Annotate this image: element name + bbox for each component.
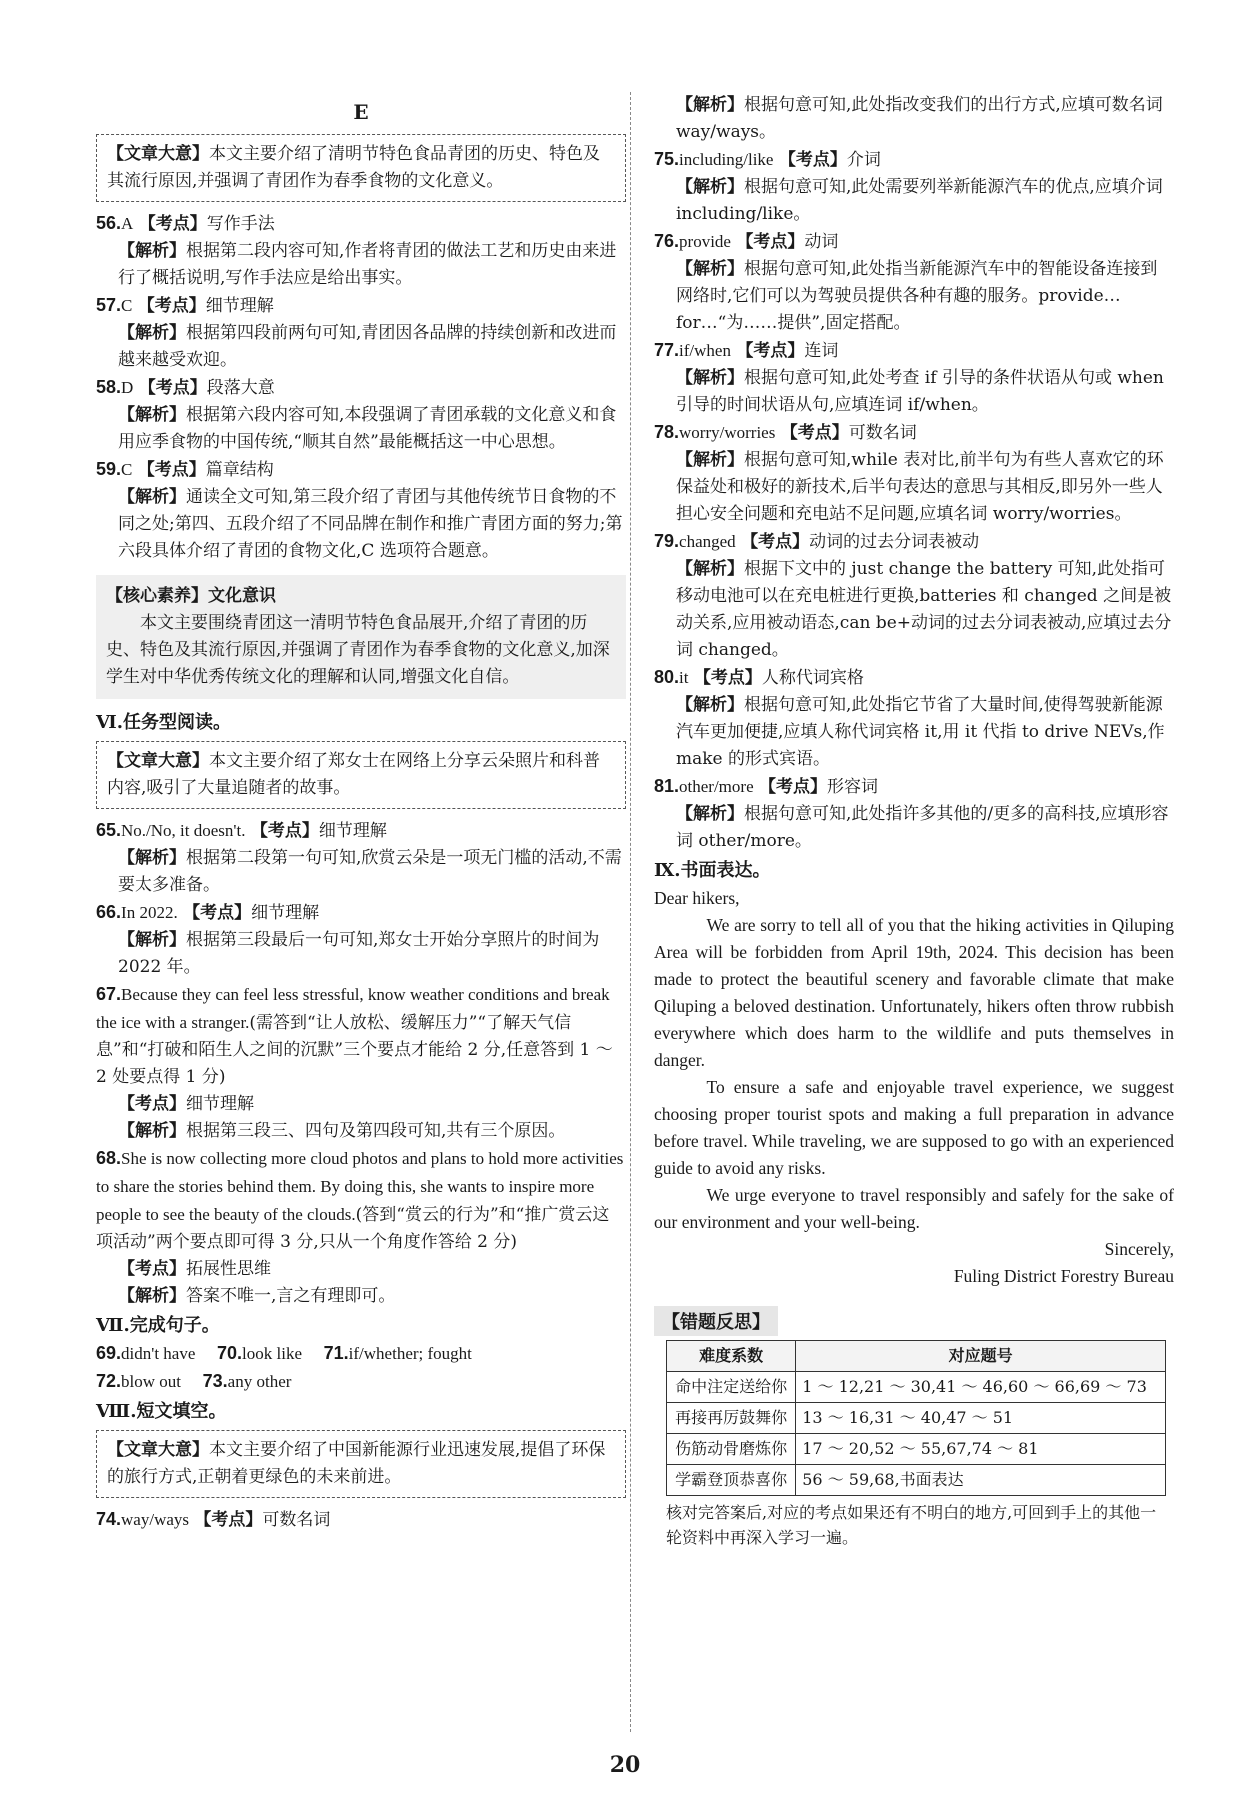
kaodian-text: 动词 [804, 232, 839, 252]
answer-value: any other [227, 1372, 292, 1391]
answer-value: it [679, 668, 689, 687]
jiexi-text: 根据句意可知,此处指它节省了大量时间,使得驾驶新能源汽车更加便捷,应填人称代词宾格 it,用 it 代指 to drive NEVs,作 make 的形式宾语。 [676, 695, 1165, 769]
answer-value: C [121, 296, 133, 315]
kaodian-text: 拓展性思维 [186, 1259, 271, 1279]
answer-value: look like [242, 1344, 303, 1363]
kaodian-text: 动词的过去分词表被动 [809, 532, 980, 552]
jiexi-tag: 【解析】 [118, 241, 186, 261]
answer-value: C [121, 460, 133, 479]
review-items: 56 ～ 59,68,书面表达 [796, 1465, 1166, 1496]
question-number: 77. [654, 340, 680, 360]
answer-80 [654, 664, 1174, 773]
answer-74 [96, 1506, 626, 1534]
kaodian-text: 可数名词 [848, 423, 917, 443]
question-number: 57. [96, 295, 122, 315]
answer-value: didn't have [121, 1344, 196, 1363]
answer-value: worry/worries [679, 423, 776, 442]
answer-value: Because they can feel less stressful, know weather conditions and break the ice with a stranger. [96, 985, 610, 1032]
jiexi-text: 根据句意可知,此处指改变我们的出行方式,应填可数名词 way/ways。 [676, 95, 1163, 142]
jiexi-text: 根据句意可知,while 表对比,前半句为有些人喜欢它的环保益处和极好的新技术,后半句表达的意思与其相反,即另外一些人担心安全问题和充电站不足问题,应填名词 worry/worries。 [676, 450, 1164, 524]
kaodian-text: 形容词 [827, 777, 879, 797]
kaodian-text: 介词 [846, 150, 881, 170]
jiexi-tag: 【解析】 [676, 804, 744, 824]
core-title: 文化意识 [208, 586, 276, 606]
summary-text: 本文主要介绍了中国新能源行业迅速发展,提倡了环保的旅行方式,正朝着更绿色的未来前进。 [107, 1440, 606, 1487]
question-number: 67. [96, 984, 122, 1004]
answer-57 [96, 292, 626, 374]
answer-value: way/ways [121, 1510, 190, 1529]
review-header-row [667, 1341, 1166, 1372]
review-level: 学霸登顶恭喜你 [667, 1465, 796, 1496]
review-level: 命中注定送给你 [667, 1372, 796, 1403]
jiexi-text: 根据第二段第一句可知,欣赏云朵是一项无门槛的活动,不需要太多准备。 [118, 848, 622, 895]
answer-68 [96, 1145, 626, 1310]
review-header-level: 难度系数 [667, 1341, 796, 1372]
answer-value: if/whether; fought [348, 1344, 472, 1363]
kaodian-text: 人称代词宾格 [761, 668, 864, 688]
summary-text: 本文主要介绍了郑女士在网络上分享云朵照片和科普内容,吸引了大量追随者的故事。 [107, 751, 600, 798]
kaodian-tag: 【考点】 [118, 1094, 186, 1114]
kaodian-text: 写作手法 [206, 214, 275, 234]
answer-76 [654, 228, 1174, 337]
jiexi-tag: 【解析】 [118, 930, 186, 950]
letter-paragraph-3: We urge everyone to travel responsibly and safely for the sake of our environment and your well-being. [654, 1185, 1174, 1232]
kaodian-tag: 【考点】 [118, 1259, 186, 1279]
kaodian-text: 细节理解 [318, 821, 387, 841]
kaodian-tag: 【考点】 [736, 232, 805, 252]
question-number: 78. [654, 422, 680, 442]
kaodian-text: 细节理解 [186, 1094, 254, 1114]
section-9-title: Ⅸ.书面表达。 [654, 860, 771, 881]
e-summary-box [96, 134, 626, 202]
answer-79 [654, 528, 1174, 664]
answer-value: She is now collecting more cloud photos and plans to hold more activities to share the stories behind them. By doing this, she wants to inspire more people to see the beauty of the clouds. [96, 1149, 624, 1224]
review-items: 1 ～ 12,21 ～ 30,41 ～ 46,60 ～ 66,69 ～ 73 [796, 1372, 1166, 1403]
review-level: 伤筋动骨磨炼你 [667, 1434, 796, 1465]
jiexi-text: 通读全文可知,第三段介绍了青团与其他传统节日食物的不同之处;第四、五段介绍了不同品牌在制作和推广青团方面的努力;第六段具体介绍了青团的食物文化,C 选项符合题意。 [118, 487, 623, 561]
s8-summary-box [96, 1430, 626, 1498]
summary-tag: 【文章大意】 [107, 1440, 209, 1460]
jiexi-text: 根据第六段内容可知,本段强调了青团承载的文化意义和食用应季食物的中国传统,“顺其自然”最能概括这一中心思想。 [118, 405, 617, 452]
jiexi-tag: 【解析】 [676, 95, 744, 115]
letter-salutation: Dear hikers, [654, 888, 740, 908]
jiexi-tag: 【解析】 [118, 323, 186, 343]
letter-paragraph-2: To ensure a safe and enjoyable travel experience, we suggest choosing proper tourist spots and making a full preparation in advance before travel. While traveling, we are supposed to go with an experienced guide to avoid any risks. [654, 1077, 1174, 1178]
core-tag: 【核心素养】 [106, 586, 208, 606]
answer-56 [96, 210, 626, 292]
table-row [667, 1434, 1166, 1465]
jiexi-tag: 【解析】 [676, 368, 744, 388]
answer-58 [96, 374, 626, 456]
summary-tag: 【文章大意】 [107, 144, 209, 164]
kaodian-tag: 【考点】 [137, 460, 206, 480]
section-6-title: Ⅵ.任务型阅读。 [96, 712, 231, 733]
review-items: 13 ～ 16,31 ～ 40,47 ～ 51 [796, 1403, 1166, 1434]
jiexi-tag: 【解析】 [118, 487, 186, 507]
answer-value: changed [679, 532, 736, 551]
question-number: 72. [96, 1371, 122, 1391]
answer-67 [96, 981, 626, 1145]
answer-value: blow out [121, 1372, 182, 1391]
question-number: 65. [96, 820, 122, 840]
kaodian-tag: 【考点】 [194, 1510, 263, 1530]
jiexi-tag: 【解析】 [118, 1286, 186, 1306]
model-essay [654, 885, 1174, 1290]
kaodian-text: 细节理解 [251, 903, 320, 923]
jiexi-tag: 【解析】 [118, 848, 186, 868]
answer-81 [654, 773, 1174, 855]
letter-closing: Sincerely, [1104, 1239, 1174, 1259]
question-number: 56. [96, 213, 122, 233]
jiexi-text: 答案不唯一,言之有理即可。 [186, 1286, 396, 1306]
jiexi-tag: 【解析】 [676, 259, 744, 279]
jiexi-text: 根据第三段三、四句及第四段可知,共有三个原因。 [186, 1121, 566, 1141]
letter-signature: Fuling District Forestry Bureau [953, 1266, 1174, 1286]
jiexi-text: 根据句意可知,此处指许多其他的/更多的高科技,应填形容词 other/more。 [676, 804, 1169, 851]
jiexi-text: 根据第三段最后一句可知,郑女士开始分享照片的时间为 2022 年。 [118, 930, 600, 977]
kaodian-text: 段落大意 [206, 378, 275, 398]
table-row [667, 1465, 1166, 1496]
section-8-title: Ⅷ.短文填空。 [96, 1401, 227, 1422]
kaodian-text: 可数名词 [262, 1510, 331, 1530]
question-number: 75. [654, 149, 680, 169]
kaodian-tag: 【考点】 [183, 903, 252, 923]
kaodian-tag: 【考点】 [138, 378, 207, 398]
review-title: 【错题反思】 [654, 1306, 778, 1336]
jiexi-text: 根据下文中的 just change the battery 可知,此处指可移动电池可以在充电桩进行更换,batteries 和 changed 之间是被动关系,应用被动语态,can be+动词的过去分词表被动,应填过去分词 changed。 [676, 559, 1172, 660]
question-number: 71. [323, 1343, 349, 1363]
answer-value: provide [679, 232, 731, 251]
answer-value: if/when [679, 341, 731, 360]
summary-text: 本文主要介绍了清明节特色食品青团的历史、特色及其流行原因,并强调了青团作为春季食物的文化意义。 [107, 144, 600, 191]
review-header-items: 对应题号 [796, 1341, 1166, 1372]
scoring-note: (答到“赏云的行为”和“推广赏云这项活动”两个要点即可得 3 分,只从一个角度作答给 2 分) [96, 1205, 610, 1252]
core-literacy-box [96, 575, 626, 699]
jiexi-text: 根据句意可知,此处指当新能源汽车中的智能设备连接到网络时,它们可以为驾驶员提供各种有趣的服务。provide… for…“为……提供”,固定搭配。 [676, 259, 1158, 333]
column-divider [630, 92, 631, 1732]
kaodian-tag: 【考点】 [693, 668, 762, 688]
answer-78 [654, 419, 1174, 528]
kaodian-tag: 【考点】 [138, 214, 207, 234]
jiexi-text: 根据第二段内容可知,作者将青团的做法工艺和历史由来进行了概括说明,写作手法应是给出事实。 [118, 241, 617, 288]
question-number: 74. [96, 1509, 122, 1529]
letter-paragraph-1: We are sorry to tell all of you that the hiking activities in Qiluping Area will be forbidden from April 19th, 2024. This decision has been made to protect the beautiful scenery and favorable climate that make Qiluping a beloved destination. Unfortunately, hikers often throw rubbish everywhere which does harm to the wildlife and puts themselves in danger. [654, 915, 1174, 1070]
question-number: 66. [96, 902, 122, 922]
table-row [667, 1403, 1166, 1434]
left-column [96, 92, 626, 1534]
question-number: 81. [654, 776, 680, 796]
kaodian-tag: 【考点】 [736, 341, 805, 361]
review-items: 17 ～ 20,52 ～ 55,67,74 ～ 81 [796, 1434, 1166, 1465]
question-number: 69. [96, 1343, 122, 1363]
answer-value: including/like [679, 150, 774, 169]
review-level: 再接再厉鼓舞你 [667, 1403, 796, 1434]
section-7-title: Ⅶ.完成句子。 [96, 1315, 220, 1336]
s7-line-1 [96, 1340, 626, 1368]
jiexi-tag: 【解析】 [676, 177, 744, 197]
question-number: 80. [654, 667, 680, 687]
jiexi-tag: 【解析】 [676, 559, 744, 579]
answer-59 [96, 456, 626, 565]
answer-65 [96, 817, 626, 899]
answer-66 [96, 899, 626, 981]
question-number: 76. [654, 231, 680, 251]
section-e-heading: E [353, 100, 369, 124]
kaodian-tag: 【考点】 [780, 423, 849, 443]
review-note: 核对完答案后,对应的考点如果还有不明白的地方,可回到手上的其他一轮资料中再深入学习一遍。 [666, 1503, 1157, 1547]
jiexi-text: 根据句意可知,此处考查 if 引导的条件状语从句或 when 引导的时间状语从句,应填连词 if/when。 [676, 368, 1164, 415]
answer-value: A [121, 214, 134, 233]
answer-value: D [121, 378, 134, 397]
right-column [654, 92, 1174, 1550]
question-number: 73. [202, 1371, 228, 1391]
table-row [667, 1372, 1166, 1403]
summary-tag: 【文章大意】 [107, 751, 209, 771]
jiexi-tag: 【解析】 [676, 695, 744, 715]
jiexi-text: 根据第四段前两句可知,青团因各品牌的持续创新和改进而越来越受欢迎。 [118, 323, 617, 370]
answer-value: other/more [679, 777, 754, 796]
question-number: 68. [96, 1148, 122, 1168]
kaodian-tag: 【考点】 [741, 532, 810, 552]
answer-value: In 2022. [121, 903, 178, 922]
answer-value: No./No, it doesn't. [121, 821, 246, 840]
kaodian-text: 细节理解 [205, 296, 274, 316]
kaodian-text: 连词 [804, 341, 839, 361]
kaodian-tag: 【考点】 [137, 296, 206, 316]
jiexi-text: 根据句意可知,此处需要列举新能源汽车的优点,应填介词 including/like。 [676, 177, 1163, 224]
question-number: 79. [654, 531, 680, 551]
kaodian-text: 篇章结构 [205, 460, 274, 480]
question-number: 58. [96, 377, 122, 397]
jiexi-tag: 【解析】 [676, 450, 744, 470]
kaodian-tag: 【考点】 [778, 150, 847, 170]
scoring-note: (需答到“让人放松、缓解压力”“了解天气信息”和“打破和陌生人之间的沉默”三个要点才能给 2 分,任意答到 1 ～ 2 处要点得 1 分) [96, 1013, 613, 1087]
jiexi-tag: 【解析】 [118, 1121, 186, 1141]
page-number: 20 [609, 1752, 641, 1778]
answer-77 [654, 337, 1174, 419]
answer-74-jiexi [654, 92, 1174, 146]
answer-75 [654, 146, 1174, 228]
core-text: 本文主要围绕青团这一清明节特色食品展开,介绍了青团的历史、特色及其流行原因,并强调了青团作为春季食物的文化意义,加深学生对中华优秀传统文化的理解和认同,增强文化自信。 [106, 613, 610, 687]
question-number: 59. [96, 459, 122, 479]
s7-line-2 [96, 1368, 626, 1396]
review-table [666, 1340, 1166, 1496]
jiexi-tag: 【解析】 [118, 405, 186, 425]
kaodian-tag: 【考点】 [759, 777, 828, 797]
question-number: 70. [217, 1343, 243, 1363]
s6-summary-box [96, 741, 626, 809]
kaodian-tag: 【考点】 [250, 821, 319, 841]
